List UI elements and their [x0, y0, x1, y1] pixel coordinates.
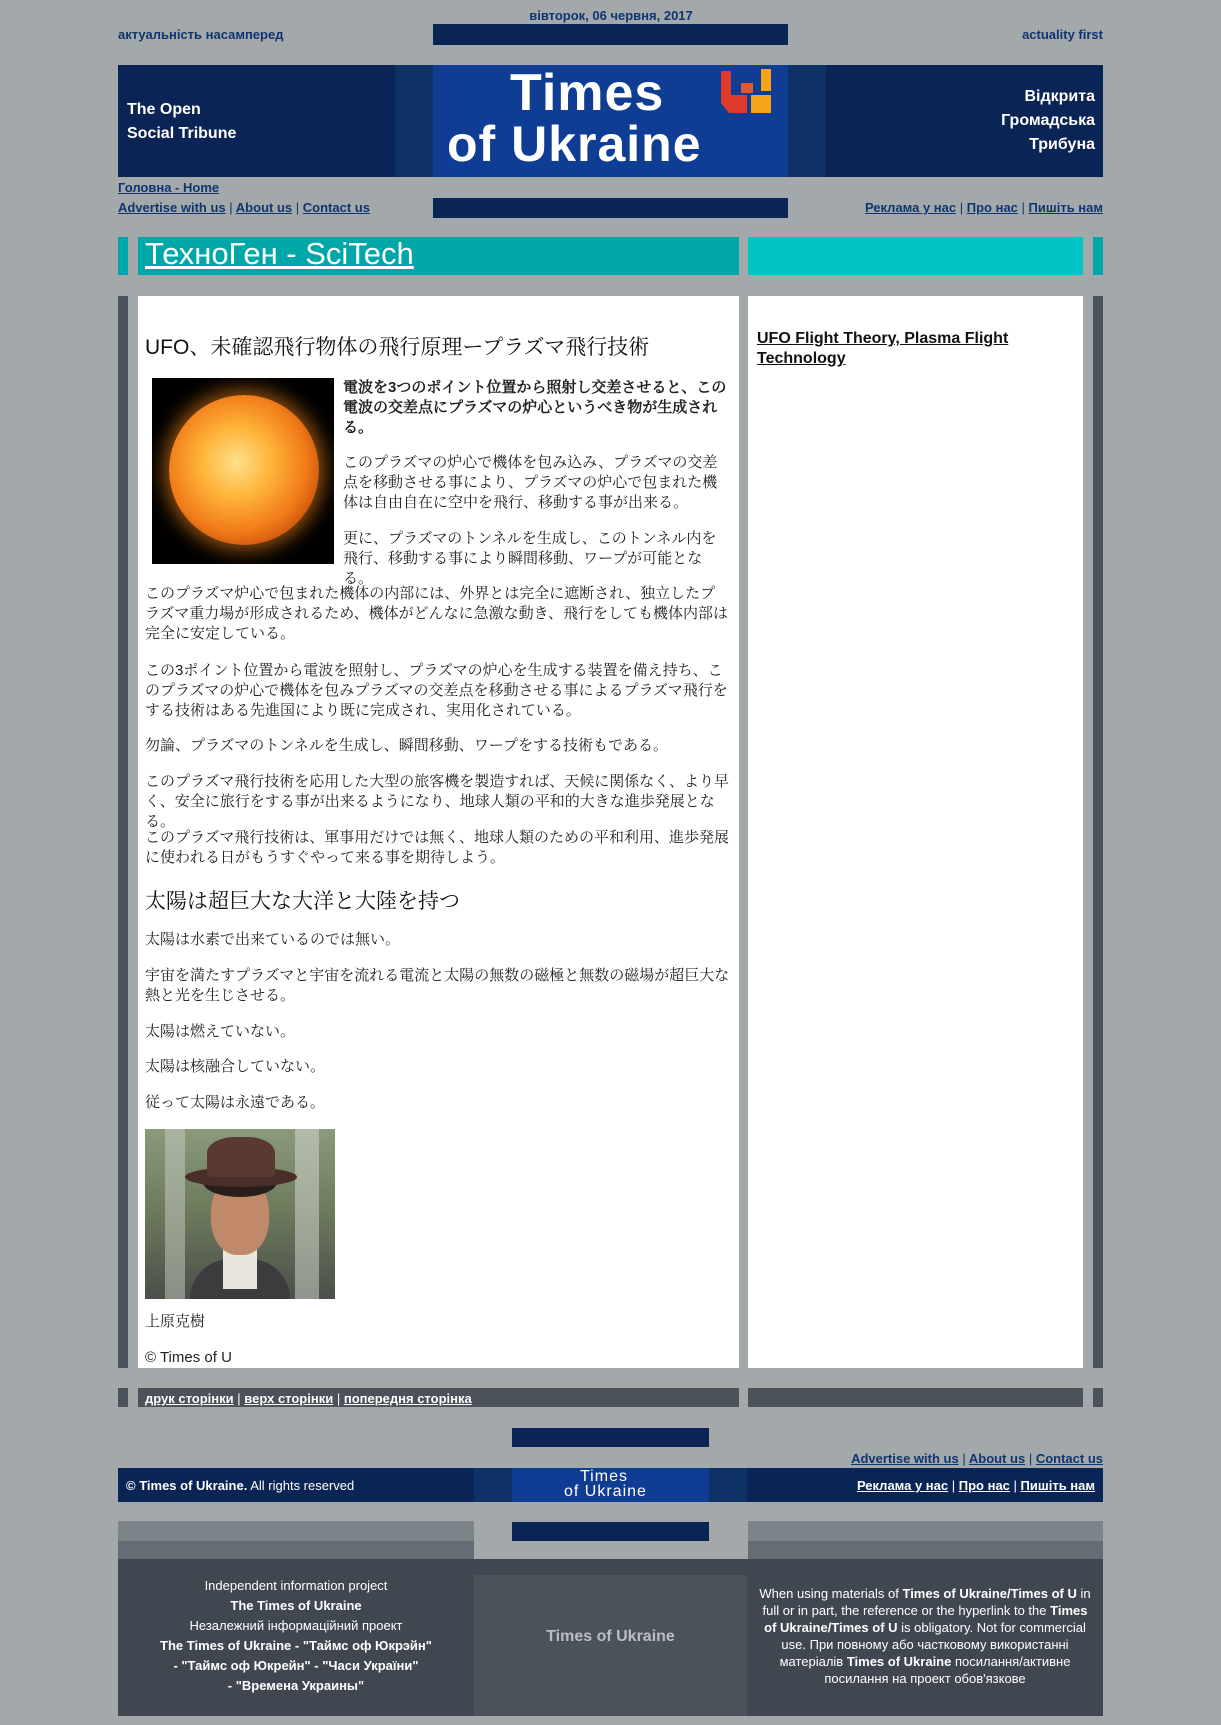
- footer-logo-of-ukraine: of Ukraine: [564, 1483, 647, 1500]
- site-logo[interactable]: [433, 65, 788, 177]
- nav-en: Advertise with us | About us | Contact us: [118, 200, 370, 215]
- footer-left-line4: The Times of Ukraine - "Таймс оф Юкрэйн": [160, 1638, 432, 1653]
- banner-right-line3: Трибуна: [1029, 136, 1095, 153]
- article-p6: このプラズマ飛行技術を応用した大型の旅客機を製造すれば、天候に関係なく、より早く、安全に旅行をする事が出来るようになり、地球人類の平和的大きな進歩発展となる。: [145, 773, 729, 830]
- footer-copyright-rest: All rights reserved: [247, 1478, 355, 1493]
- sun-image: [152, 378, 334, 564]
- advertise-link[interactable]: Advertise with us: [118, 200, 226, 215]
- footer-contact-ua-link[interactable]: Пишіть нам: [1020, 1478, 1095, 1493]
- tools-border-right: [1093, 1388, 1103, 1407]
- notice-text-2: in full or in part, the reference or the hyperlink to the: [762, 1586, 1091, 1618]
- footer-logo[interactable]: [512, 1468, 709, 1502]
- banner-band-left: [395, 65, 433, 177]
- footer-left-line2: The Times of Ukraine: [230, 1598, 362, 1613]
- banner-left-line2: Social Tribune: [127, 125, 237, 142]
- article-s2: 宇宙を満たすプラズマと宇宙を流れる電流と太陽の無数の磁極と無数の磁場が超巨大な熱と光を生じさせる。: [145, 967, 730, 1004]
- footer-left-line1: Independent information project: [204, 1578, 388, 1593]
- print-page-link[interactable]: друк сторінки: [145, 1391, 234, 1406]
- right-border-col: [1093, 296, 1103, 1368]
- footer-band-left: [474, 1468, 512, 1502]
- footer-right-mid: [748, 1541, 1103, 1559]
- footer-center-navy: [512, 1522, 709, 1541]
- footer-center-label: Times of Ukraine: [546, 1628, 675, 1645]
- footer-left-line3: Незалежний інформаційний проект: [189, 1618, 403, 1633]
- article-p5: 勿論、プラズマのトンネルを生成し、瞬間移動、ワープをする技術もである。: [145, 737, 669, 754]
- contact-link[interactable]: Contact us: [302, 200, 370, 215]
- article-p1: このプラズマの炉心で機体を包み込み、プラズマの交差点を移動させる事により、プラズマの炉心で包まれた機体は自由自在に空中を飛行、移動する事が出来る。: [343, 454, 718, 511]
- banner-right-text: [1001, 85, 1095, 157]
- left-border-col: [118, 296, 128, 1368]
- author-name: 上原克樹: [145, 1313, 206, 1330]
- footer-right-top: [748, 1521, 1103, 1541]
- footer-band-right: [709, 1468, 747, 1502]
- sidebar-article-link[interactable]: UFO Flight Theory, Plasma Flight Technology: [757, 330, 1009, 367]
- nav-navy-bar: [433, 198, 788, 218]
- footer-project-info: [118, 1576, 474, 1696]
- footer-logo-times: Times: [580, 1468, 628, 1485]
- notice-text-4: посилання/активне посилання на проект обов'язкове: [824, 1654, 1071, 1686]
- advertise-ua-link[interactable]: Реклама у нас: [864, 200, 957, 215]
- article-p4: この3ポイント位置から電波を照射し、プラズマの炉心を生成する装置を備え持ち、このプラズマの炉心で機体を包みプラズマの交差点を移動させる事によるプラズマ飛行をする技術はある先進国により既に完成され、実用化されている。: [145, 662, 728, 719]
- article-copyright: © Times of U: [145, 1349, 232, 1366]
- footer-advertise-ua-link[interactable]: Реклама у нас: [856, 1478, 949, 1493]
- notice-bold-2: Times of Ukraine/Times of U: [764, 1603, 1088, 1635]
- logo-times: Times: [510, 64, 665, 122]
- article-title: UFO、未確認飛行物体の飛行原理ープラズマ飛行技術: [145, 336, 650, 359]
- article-s1: 太陽は水素で出来ているのでは無い。: [145, 931, 401, 948]
- logo-emblem-icon: [721, 69, 773, 117]
- footer-left-mid: [118, 1541, 474, 1559]
- contact-ua-link[interactable]: Пишіть нам: [1028, 200, 1103, 215]
- nav-ua: Реклама у нас | Про нас | Пишіть нам: [864, 200, 1103, 215]
- sidebar-panel: [748, 296, 1083, 1368]
- notice-bold-1: Times of Ukraine/Times of U: [902, 1586, 1077, 1601]
- tools-border-left: [118, 1388, 128, 1407]
- banner-right-line1: Відкрита: [1024, 88, 1095, 105]
- banner-right-line2: Громадська: [1001, 112, 1095, 129]
- about-ua-link[interactable]: Про нас: [966, 200, 1018, 215]
- section-title-bar-right: [748, 237, 1083, 275]
- banner-left-text: [127, 98, 236, 146]
- notice-text-1: When using materials of: [759, 1586, 903, 1601]
- banner-band-right: [788, 65, 826, 177]
- footer-advertise-link[interactable]: Advertise with us: [851, 1451, 959, 1466]
- logo-of-ukraine: of Ukraine: [447, 116, 702, 172]
- about-link[interactable]: About us: [235, 200, 293, 215]
- footer-left-line6: - "Времена Украины": [227, 1678, 365, 1693]
- date-label: вівторок, 06 червня, 2017: [529, 8, 693, 23]
- page-tools: друк сторінки | верх сторінки | попередня сторінка: [145, 1391, 472, 1406]
- footer-contact-link[interactable]: Contact us: [1035, 1451, 1103, 1466]
- tagline-ua: актуальність насамперед: [118, 27, 284, 42]
- section-title[interactable]: ТехноГен - SciTech: [145, 236, 414, 271]
- previous-page-link[interactable]: попередня сторінка: [343, 1391, 472, 1406]
- footer-nav-ua: Реклама у нас | Про нас | Пишіть нам: [856, 1478, 1095, 1493]
- footer-left-top: [118, 1521, 474, 1541]
- article-s3: 太陽は燃えていない。: [145, 1023, 296, 1040]
- article-subheading: 太陽は超巨大な大洋と大陸を持つ: [145, 890, 460, 913]
- article-lead: 電波を3つのポイント位置から照射し交差させると、この電波の交差点にプラズマの炉心というべき物が生成される。: [343, 379, 727, 436]
- footer-usage-notice: [755, 1585, 1095, 1687]
- tagline-en: actuality first: [1022, 27, 1103, 42]
- home-link[interactable]: Головна - Home: [118, 180, 220, 195]
- footer-left-line5: - "Таймс оф Юкрейн" - "Часи України": [173, 1658, 419, 1673]
- footer-nav-en: Advertise with us | About us | Contact us: [851, 1451, 1103, 1466]
- banner-left-line1: The Open: [127, 101, 201, 118]
- section-stripe-left: [118, 237, 128, 275]
- footer-about-ua-link[interactable]: Про нас: [958, 1478, 1010, 1493]
- author-photo: [145, 1129, 335, 1299]
- article-s5: 従って太陽は永遠である。: [145, 1094, 326, 1111]
- footer-about-link[interactable]: About us: [968, 1451, 1026, 1466]
- footer-copyright: [126, 1478, 354, 1493]
- article-p7: このプラズマ飛行技術は、軍事用だけでは無く、地球人類のための平和利用、進歩発展に使われる日がもうすぐやって来る事を期待しよう。: [145, 829, 729, 866]
- notice-text-3: is obligatory. Not for commercial use. При повному або частковому використанні матеріалів: [779, 1620, 1086, 1669]
- section-stripe-right: [1093, 237, 1103, 275]
- top-navy-bar: [433, 24, 788, 45]
- tools-bar-right: [748, 1388, 1083, 1407]
- page-top-link[interactable]: верх сторінки: [244, 1391, 334, 1406]
- footer-copyright-bold: © Times of Ukraine.: [126, 1478, 248, 1493]
- footer-navy-bar: [512, 1428, 709, 1447]
- article-p3: このプラズマ炉心で包まれた機体の内部には、外界とは完全に遮断され、独立したプラズマ重力場が形成されるため、機体がどんなに急激な動き、飛行をしても機体内部は完全に安定している。: [145, 585, 729, 642]
- home-link-row: [118, 180, 219, 195]
- article-s4: 太陽は核融合していない。: [145, 1058, 326, 1075]
- article-p2: 更に、プラズマのトンネルを生成し、このトンネル内を飛行、移動する事により瞬間移動、ワープが可能となる。: [343, 530, 717, 587]
- notice-bold-3: Times of Ukraine: [846, 1654, 952, 1669]
